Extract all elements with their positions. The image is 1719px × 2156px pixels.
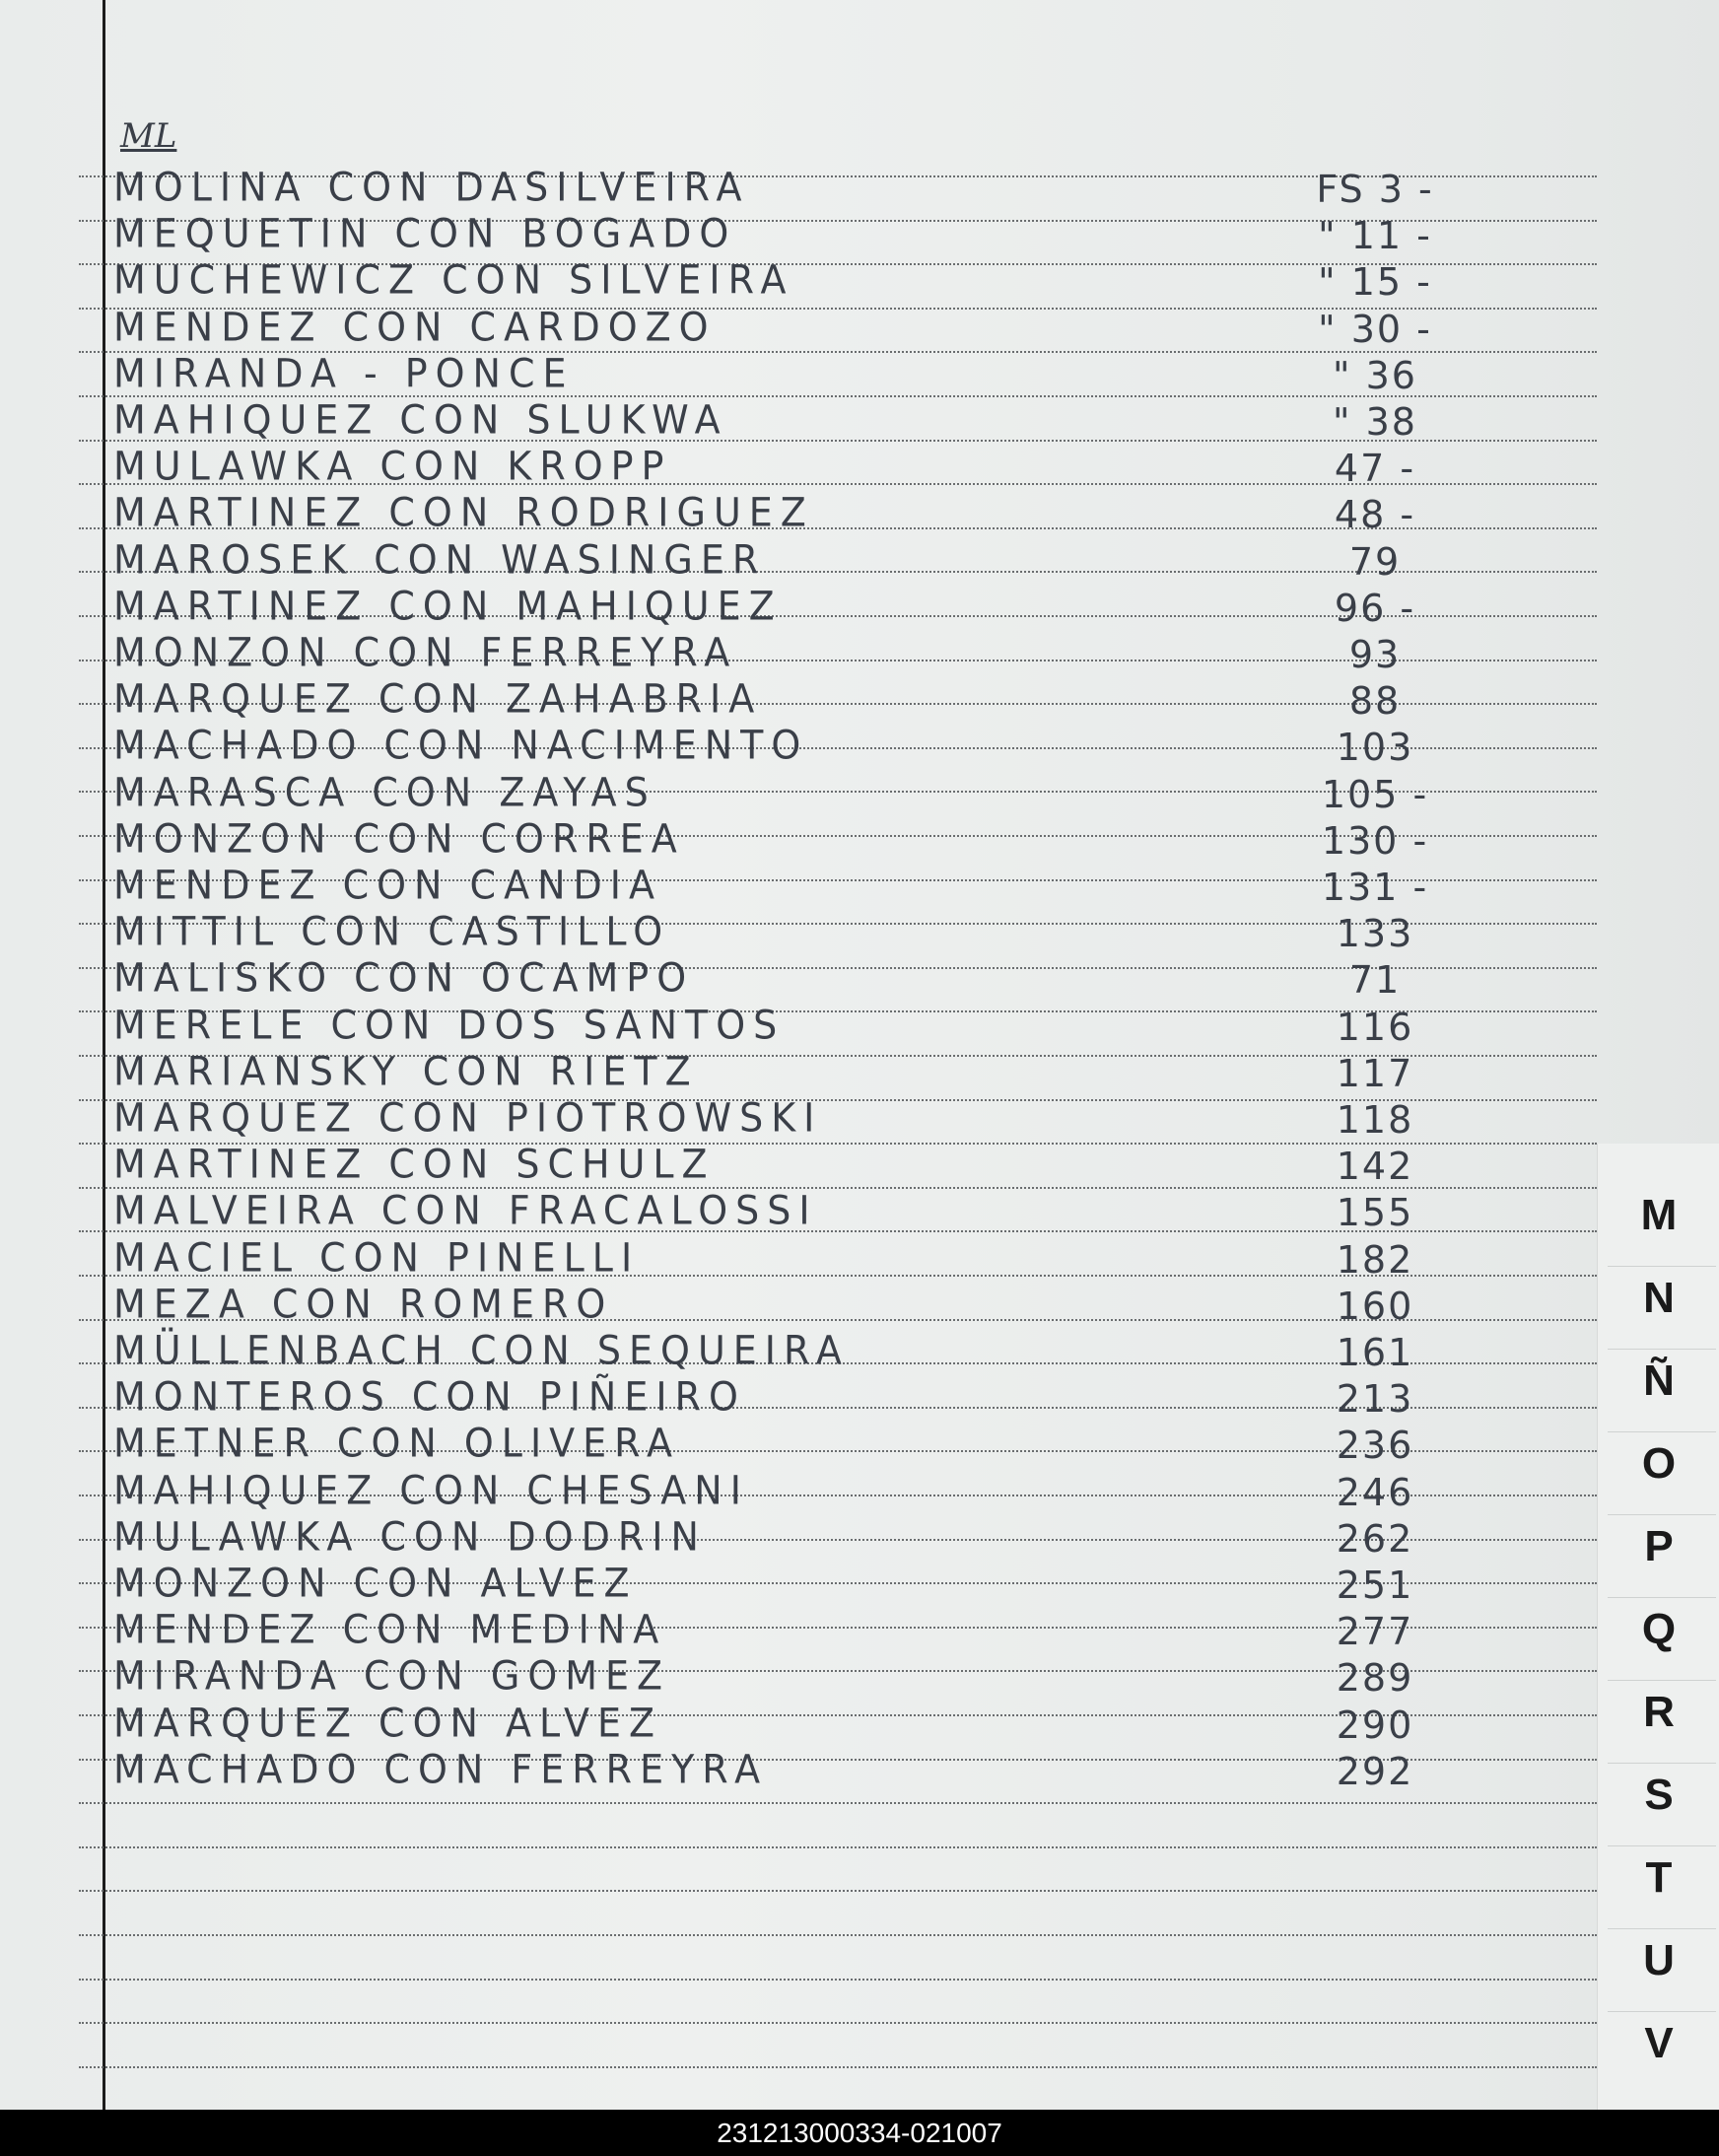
entry-name: MULAWKA CON KROPP	[113, 444, 672, 490]
entry-folio: 93	[1348, 633, 1402, 676]
ledger-entry	[0, 1143, 1597, 1188]
ledger-entry	[0, 258, 1597, 304]
entry-folio: 277	[1336, 1610, 1414, 1654]
ledger-entry	[0, 1562, 1597, 1607]
ledger-entry	[0, 1329, 1597, 1374]
entry-folio: 155	[1336, 1191, 1414, 1235]
entry-name: MITTIL CON CASTILLO	[113, 909, 671, 955]
tab-divider	[1608, 1845, 1716, 1846]
ledger-entry	[0, 677, 1597, 723]
entry-folio: 246	[1336, 1470, 1414, 1514]
ledger-entry	[0, 585, 1597, 630]
ruled-line	[79, 2022, 1597, 2024]
entry-folio: 292	[1336, 1749, 1414, 1793]
entry-folio: " 38	[1333, 400, 1417, 444]
entry-folio: 118	[1336, 1098, 1414, 1142]
ledger-entry	[0, 491, 1597, 536]
index-tab[interactable]: O	[1641, 1439, 1677, 1488]
tab-divider	[1608, 1928, 1716, 1929]
entry-name: MEQUETIN CON BOGADO	[113, 211, 737, 257]
entry-name: MENDEZ CON CARDOZO	[113, 304, 717, 350]
entry-name: MENDEZ CON CANDIA	[113, 862, 662, 909]
entry-name: MAHIQUEZ CON SLUKWA	[113, 396, 728, 444]
entry-name: MUCHEWICZ CON SILVEIRA	[113, 257, 794, 304]
ledger-entry	[0, 1236, 1597, 1282]
ledger-entry	[0, 1748, 1597, 1793]
entry-name: MACHADO CON NACIMENTO	[113, 723, 809, 769]
entry-name: MÜLLENBACH CON SEQUEIRA	[113, 1327, 850, 1374]
ledger-entry	[0, 631, 1597, 676]
entry-name: MOLINA CON DASILVEIRA	[113, 164, 750, 211]
entry-name: MONTEROS CON PIÑEIRO	[113, 1374, 746, 1421]
ruled-line	[79, 1979, 1597, 1981]
entry-folio: 289	[1336, 1656, 1414, 1701]
entry-folio: 79	[1348, 539, 1402, 584]
ledger-entry	[0, 1050, 1597, 1095]
ledger-entry	[0, 352, 1597, 397]
ledger-entry	[0, 1375, 1597, 1421]
entry-folio: 182	[1336, 1237, 1414, 1282]
index-tab[interactable]: T	[1645, 1853, 1673, 1902]
entry-name: MARQUEZ CON ZAHABRIA	[113, 676, 763, 723]
ledger-entry	[0, 771, 1597, 816]
index-tab[interactable]: P	[1644, 1522, 1674, 1570]
ruled-line	[79, 1890, 1597, 1892]
alphabet-index-tabs	[1597, 1144, 1719, 2110]
ruled-line	[79, 1846, 1597, 1848]
entry-folio: FS 3 -	[1316, 168, 1434, 211]
entry-name: MERELE CON DOS SANTOS	[113, 1002, 786, 1048]
entry-folio: " 11 -	[1318, 214, 1432, 258]
entry-name: MARTINEZ CON MAHIQUEZ	[113, 583, 783, 629]
ledger-entry	[0, 1608, 1597, 1653]
tab-divider	[1608, 2011, 1716, 2012]
index-tab[interactable]: R	[1643, 1688, 1675, 1736]
scan-id: 231213000334-021007	[717, 2118, 1002, 2148]
entry-folio: 213	[1336, 1377, 1414, 1422]
entry-name: METNER CON OLIVERA	[113, 1421, 681, 1467]
ledger-entry	[0, 1422, 1597, 1467]
ledger-entry	[0, 166, 1597, 211]
entry-name: MACHADO CON FERREYRA	[113, 1746, 769, 1792]
ledger-entry	[0, 956, 1597, 1002]
ledger-entry	[0, 538, 1597, 584]
ledger-entry	[0, 864, 1597, 909]
page-heading: ML	[120, 116, 177, 156]
entry-name: MONZON CON FERREYRA	[113, 629, 738, 676]
ledger-entry	[0, 817, 1597, 863]
ledger-entry	[0, 724, 1597, 769]
ledger-entry	[0, 212, 1597, 257]
index-tab[interactable]: Q	[1641, 1605, 1677, 1653]
entry-name: MAHIQUEZ CON CHESANI	[113, 1467, 749, 1513]
entry-folio: 262	[1336, 1516, 1414, 1561]
entry-folio: 131 -	[1321, 866, 1429, 909]
ledger-entry	[0, 398, 1597, 444]
index-tab[interactable]: U	[1643, 1936, 1675, 1984]
entry-folio: 103	[1336, 726, 1414, 770]
entry-name: MONZON CON CORREA	[113, 815, 685, 862]
entry-folio: 96 -	[1334, 586, 1416, 630]
entry-folio: 133	[1336, 912, 1414, 956]
entry-folio: 160	[1336, 1284, 1414, 1328]
tab-divider	[1608, 1763, 1716, 1764]
entry-folio: 105 -	[1321, 772, 1429, 816]
index-tab[interactable]: N	[1643, 1274, 1675, 1322]
entry-name: MONZON CON ALVEZ	[113, 1560, 638, 1607]
ruled-line	[79, 1934, 1597, 1936]
entry-name: MENDEZ CON MEDINA	[113, 1607, 667, 1653]
entry-folio: 71	[1348, 958, 1402, 1003]
entry-name: MEZA CON ROMERO	[113, 1281, 614, 1327]
entry-name: MARASCA CON ZAYAS	[113, 769, 656, 815]
index-tab[interactable]: Ñ	[1643, 1356, 1675, 1405]
entry-name: MALISKO CON OCAMPO	[113, 955, 695, 1002]
entry-name: MIRANDA - PONCE	[113, 350, 575, 396]
entry-name: MARIANSKY CON RIETZ	[113, 1048, 699, 1094]
entry-folio: 48 -	[1334, 493, 1416, 537]
ledger-entry	[0, 1469, 1597, 1514]
tab-divider	[1608, 1349, 1716, 1350]
entry-folio: 142	[1336, 1145, 1414, 1189]
entry-name: MARTINEZ CON RODRIGUEZ	[113, 490, 814, 536]
tab-divider	[1608, 1266, 1716, 1267]
ledger-entry	[0, 1515, 1597, 1561]
tab-divider	[1608, 1514, 1716, 1515]
entry-name: MAROSEK CON WASINGER	[113, 536, 767, 583]
ledger-entry	[0, 1283, 1597, 1328]
ledger-entry	[0, 1096, 1597, 1142]
ruled-line	[79, 1802, 1597, 1804]
entry-folio: 88	[1348, 679, 1402, 724]
entry-folio: " 36	[1333, 353, 1417, 397]
ledger-entry	[0, 1189, 1597, 1234]
index-tab[interactable]: S	[1644, 1771, 1674, 1819]
entry-folio: " 15 -	[1318, 260, 1432, 305]
ledger-entry	[0, 1702, 1597, 1747]
entry-folio: 251	[1336, 1564, 1414, 1607]
tab-divider	[1608, 1680, 1716, 1681]
ledger-entry	[0, 910, 1597, 955]
entry-name: MALVEIRA CON FRACALOSSI	[113, 1188, 818, 1234]
entry-name: MIRANDA CON GOMEZ	[113, 1653, 671, 1700]
entry-folio: " 30 -	[1318, 307, 1432, 351]
ledger-entry	[0, 445, 1597, 490]
entry-name: MACIEL CON PINELLI	[113, 1234, 641, 1281]
entry-folio: 290	[1336, 1703, 1414, 1747]
entry-name: MULAWKA CON DODRIN	[113, 1513, 707, 1560]
entry-name: MARTINEZ CON SCHULZ	[113, 1142, 716, 1188]
entry-name: MARQUEZ CON ALVEZ	[113, 1700, 663, 1746]
entry-folio: 236	[1336, 1424, 1414, 1468]
ledger-entry	[0, 1654, 1597, 1700]
tab-divider	[1608, 1431, 1716, 1432]
entry-folio: 47 -	[1334, 447, 1416, 491]
entry-folio: 130 -	[1321, 818, 1429, 863]
index-tab[interactable]: V	[1644, 2019, 1674, 2067]
ruled-line	[79, 2066, 1597, 2068]
ledger-entry	[0, 306, 1597, 351]
entry-name: MARQUEZ CON PIOTROWSKI	[113, 1094, 823, 1142]
entry-folio: 117	[1336, 1051, 1414, 1095]
entry-folio: 116	[1336, 1005, 1414, 1049]
entry-folio: 161	[1336, 1331, 1414, 1374]
tab-divider	[1608, 1597, 1716, 1598]
ledger-entry	[0, 1004, 1597, 1049]
index-tab[interactable]: M	[1640, 1191, 1678, 1239]
